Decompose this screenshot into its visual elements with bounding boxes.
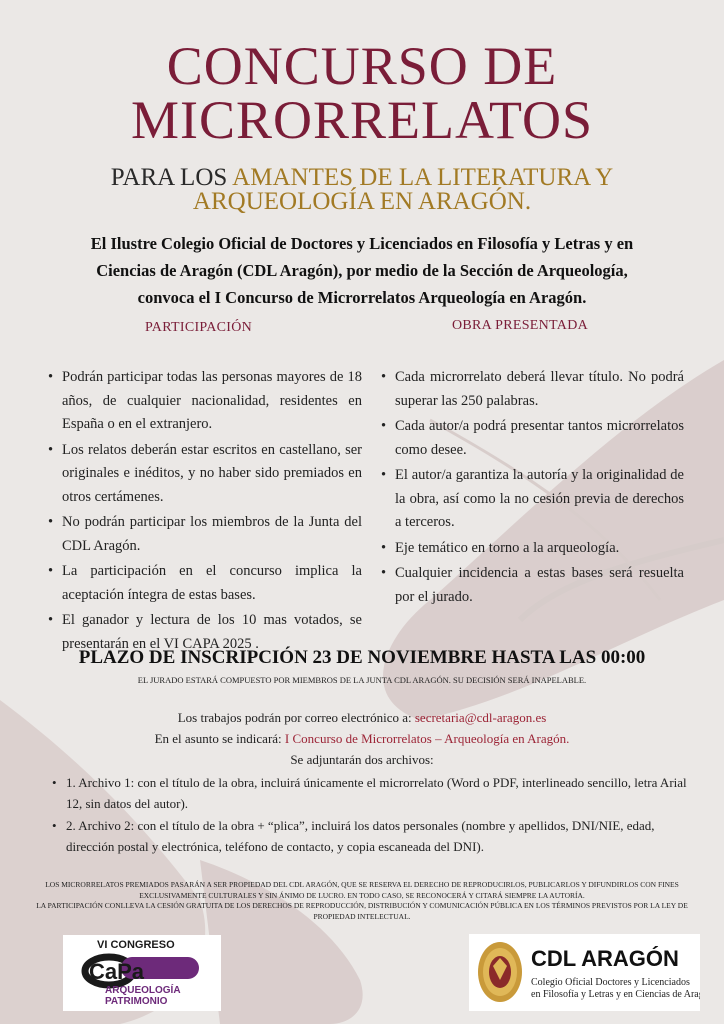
capa-logo-line1: ARQUEOLOGÍA: [105, 985, 181, 996]
subtitle-part-3: ARQUEOLOGÍA EN ARAGÓN.: [192, 188, 532, 215]
capa-logo-line2: PATRIMONIO: [105, 996, 168, 1007]
subject-prefix: En el asunto se indicará:: [154, 731, 285, 746]
title-line-1: CONCURSO DE: [166, 36, 558, 96]
files-list: [52, 772, 692, 858]
capa-logo-top: VI CONGRESO: [97, 939, 175, 951]
capa-logo-graphic: [63, 935, 221, 1011]
subtitle: [0, 166, 724, 214]
participacion-heading: PARTICIPACIÓN: [145, 320, 253, 335]
email-prefix: Los trabajos podrán por correo electrónico a:: [177, 710, 415, 725]
intro-paragraph: [40, 230, 684, 311]
email-link[interactable]: secretaria@cdl-aragon.es: [414, 710, 547, 725]
obra-item: • Cualquier incidencia a estas bases será resuelta por el jurado.: [381, 562, 684, 609]
legal-notice: [30, 880, 694, 922]
jury-note: EL JURADO ESTARÁ COMPUESTO POR MIEMBROS DE LA JUNTA CDL ARAGÓN. SU DECISIÓN SERÁ INAPELABLE.: [137, 675, 587, 685]
cdl-logo-line1: Colegio Oficial Doctores y Licenciados: [531, 977, 690, 988]
obra-item: • Cada microrrelato deberá llevar título. No podrá superar las 250 palabras.: [381, 366, 684, 413]
obra-item: • Cada autor/a podrá presentar tantos microrrelatos como desee.: [381, 415, 684, 462]
cdl-seal-icon: [478, 942, 522, 1002]
obra-heading: OBRA PRESENTADA: [452, 318, 589, 333]
cdl-logo-line2: en Filosofía y Letras y en Ciencias de Aragón: [531, 989, 700, 1000]
file-item: • 2. Archivo 2: con el título de la obra + “plica”, incluirá los datos personales (nombre y apellidos, DNI/NIE, edad, dirección postal y electrónica, teléfono de contacto, y copia escaneada del DNI).: [52, 815, 692, 857]
obra-item: • Eje temático en torno a la arqueología.: [381, 537, 684, 561]
participacion-item: • No podrán participar los miembros de la Junta del CDL Aragón.: [48, 511, 362, 558]
participacion-item: • Los relatos deberán estar escritos en castellano, ser originales e inéditos, y no haber sido premiados en otros certámenes.: [48, 439, 362, 510]
email-line: [0, 710, 724, 726]
capa-logo-mark: CaPa: [89, 959, 145, 984]
title-line-2: MICRORRELATOS: [130, 90, 594, 150]
cdl-logo-name: CDL ARAGÓN: [531, 946, 679, 971]
participacion-list: [48, 366, 362, 658]
subtitle-part-2: AMANTES DE LA LITERATURA Y: [232, 164, 614, 191]
cdl-aragon-logo-graphic: [469, 934, 700, 1011]
capa-logo: [63, 935, 221, 1011]
intro-line: Ciencias de Aragón (CDL Aragón), por medio de la Sección de Arqueología,: [96, 261, 628, 280]
legal-line: LOS MICRORRELATOS PREMIADOS PASARÁN A SER PROPIEDAD DEL CDL ARAGÓN, QUE SE RESERVA EL DERECHO DE REPRODUCIRLOS, PUBLICARLOS Y DIFUNDIRLOS CON FINES EXCLUSIVAMENTE CULTURALES Y SIN ÁNIMO DE LUCRO. EN TODO CASO, SE RECONOCERÁ Y CITARÁ SIEMPRE LA AUTORÍA.: [45, 880, 679, 900]
obra-item: • El autor/a garantiza la autoría y la originalidad de la obra, así como la no cesión previa de derechos a terceros.: [381, 464, 684, 535]
files-intro: Se adjuntarán dos archivos:: [290, 752, 434, 767]
participacion-item: • La participación en el concurso implica la aceptación íntegra de estas bases.: [48, 560, 362, 607]
cdl-aragon-logo: [469, 934, 700, 1011]
file-item: • 1. Archivo 1: con el título de la obra, incluirá únicamente el microrrelato (Word o PDF, interlineado sencillo, letra Arial 12, sin datos del autor).: [52, 772, 692, 814]
subject-line: [0, 731, 724, 747]
participacion-item: • El ganador y lectura de los 10 mas votados, se presentarán en el VI CAPA 2025 .: [48, 609, 362, 656]
legal-line: LA PARTICIPACIÓN CONLLEVA LA CESIÓN GRATUITA DE LOS DERECHOS DE REPRODUCCIÓN, DISTRIBUCIÓN Y COMUNICACIÓN PÚBLICA EN LOS TÉRMINOS PREVISTOS POR LA LEY DE PROPIEDAD INTELECTUAL.: [36, 901, 688, 921]
intro-line: convoca el I Concurso de Microrrelatos Arqueología en Aragón.: [137, 288, 587, 307]
participacion-item: • Podrán participar todas las personas mayores de 18 años, de cualquier nacionalidad, residentes en España o en el extranjero.: [48, 366, 362, 437]
subject-text: I Concurso de Microrrelatos – Arqueología en Aragón.: [284, 731, 570, 746]
subtitle-part-1: PARA LOS: [110, 164, 233, 191]
obra-list: [381, 366, 684, 611]
deadline: PLAZO DE INSCRIPCIÓN 23 DE NOVIEMBRE HASTA LAS 00:00: [78, 647, 646, 668]
intro-line: El Ilustre Colegio Oficial de Doctores y Licenciados en Filosofía y Letras y en: [90, 234, 634, 253]
